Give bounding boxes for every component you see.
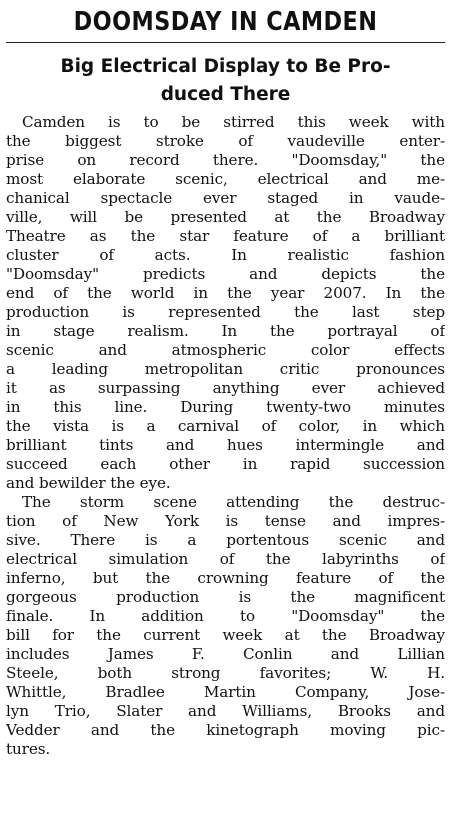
text-line: sive. There is a portentous scenic and: [6, 531, 445, 549]
text-line: gorgeous production is the magnificent: [6, 588, 445, 606]
text-line: tion of New York is tense and impres-: [6, 512, 445, 530]
text-line: The storm scene attending the destruc-: [22, 493, 445, 511]
article-body: [6, 113, 445, 759]
text-line: cluster of acts. In realistic fashion: [6, 246, 445, 264]
text-line: a leading metropolitan critic pronounces: [6, 360, 445, 378]
text-line: Theatre as the star feature of a brilliant: [6, 227, 445, 245]
text-line: Whittle, Bradlee Martin Company, Jose-: [6, 683, 445, 701]
text-line: the biggest stroke of vaudeville enter-: [6, 132, 445, 150]
text-line: includes James F. Conlin and Lillian: [6, 645, 445, 663]
text-line: it as surpassing anything ever achieved: [6, 379, 445, 397]
text-line: succeed each other in rapid succession: [6, 455, 445, 473]
text-line: end of the world in the year 2007. In the: [6, 284, 445, 302]
text-line: most elaborate scenic, electrical and me-: [6, 170, 445, 188]
text-line: in stage realism. In the portrayal of: [6, 322, 445, 340]
subheadline: [6, 53, 445, 109]
text-line: production is represented the last step: [6, 303, 445, 321]
text-line: tures.: [6, 740, 51, 758]
paragraph-2: [6, 493, 445, 759]
text-line: prise on record there. "Doomsday," the: [6, 151, 445, 169]
text-line: and bewilder the eye.: [6, 474, 171, 492]
headline: DOOMSDAY IN CAMDEN: [73, 7, 378, 37]
headline-divider: [6, 42, 445, 43]
text-line: Vedder and the kinetograph moving pic-: [6, 721, 445, 739]
text-line: brilliant tints and hues intermingle and: [6, 436, 445, 454]
subheadline-line: duced There: [160, 84, 291, 105]
text-line: bill for the current week at the Broadway: [6, 626, 445, 644]
text-line: Steele, both strong favorites; W. H.: [6, 664, 445, 682]
text-line: in this line. During twenty-two minutes: [6, 398, 445, 416]
subheadline-line: Big Electrical Display to Be Pro-: [60, 56, 391, 77]
text-line: lyn Trio, Slater and Williams, Brooks and: [6, 702, 445, 720]
text-line: the vista is a carnival of color, in which: [6, 417, 445, 435]
text-line: scenic and atmospheric color effects: [6, 341, 445, 359]
text-line: inferno, but the crowning feature of the: [6, 569, 445, 587]
text-line: electrical simulation of the labyrinths of: [6, 550, 445, 568]
text-line: finale. In addition to "Doomsday" the: [6, 607, 445, 625]
text-line: Camden is to be stirred this week with: [22, 113, 445, 131]
text-line: ville, will be presented at the Broadway: [6, 208, 445, 226]
text-line: "Doomsday" predicts and depicts the: [6, 265, 445, 283]
text-line: chanical spectacle ever staged in vaude-: [6, 189, 445, 207]
paragraph-1: [6, 113, 445, 493]
